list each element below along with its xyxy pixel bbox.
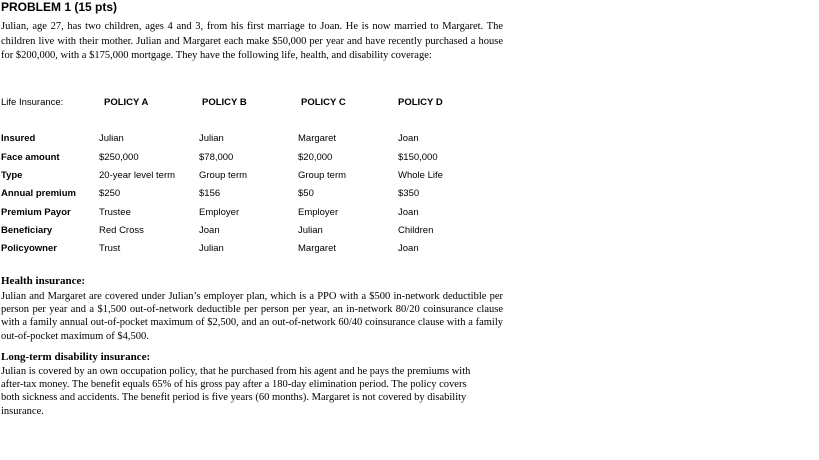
annual-premium-policy-b: $156 bbox=[199, 188, 221, 199]
disability-insurance-heading: Long-term disability insurance: bbox=[1, 351, 151, 363]
beneficiary-policy-b: Joan bbox=[199, 225, 220, 236]
insured-policy-c: Margaret bbox=[298, 133, 337, 144]
row-label-insured: Insured bbox=[1, 133, 36, 144]
policy-b-header: POLICY B bbox=[202, 97, 247, 108]
policyowner-policy-b: Julian bbox=[199, 243, 224, 254]
face-amount-policy-b: $78,000 bbox=[199, 152, 234, 163]
policyowner-policy-c: Margaret bbox=[298, 243, 337, 254]
annual-premium-policy-c: $50 bbox=[298, 188, 314, 199]
annual-premium-policy-a: $250 bbox=[99, 188, 121, 199]
policy-c-header: POLICY C bbox=[301, 97, 346, 108]
row-label-type: Type bbox=[1, 170, 23, 181]
premium-payor-policy-c: Employer bbox=[298, 207, 339, 218]
row-label-policyowner: Policyowner bbox=[1, 243, 57, 254]
type-policy-b: Group term bbox=[199, 170, 248, 181]
policyowner-policy-a: Trust bbox=[99, 243, 121, 254]
type-policy-a: 20-year level term bbox=[99, 170, 176, 181]
intro-paragraph: Julian, age 27, has two children, ages 4 and 3, from his first marriage to Joan. He is now married to Margaret. The children live with their mother. Julian and Margaret each make $50,000 per year and have recently purchased a house for $200,000, with a $175,000 mortgage. They have the following life, health, and disability coverage: bbox=[1, 21, 503, 61]
insured-policy-d: Joan bbox=[398, 133, 419, 144]
type-policy-d: Whole Life bbox=[398, 170, 443, 181]
health-insurance-paragraph: Julian and Margaret are covered under Julian’s employer plan, which is a PPO with a $500 in-network deductible per person per year and a $1,500 out-of-network deductible per person per year, an in-network 80/20 coinsurance clause with a family annual out-of-pocket maximum of $2,500, and an out-of-network 60/40 coinsurance clause with a family out-of-pocket maximum of $4,500. bbox=[1, 291, 503, 342]
beneficiary-policy-a: Red Cross bbox=[99, 225, 144, 236]
life-insurance-label: Life Insurance: bbox=[1, 97, 64, 108]
disability-insurance-paragraph: Julian is covered by an own occupation policy, that he purchased from his agent and he pays the premiums with after-tax money. The benefit equals 65% of his gross pay after a 180-day elimination period. The policy covers both sickness and accidents. The benefit period is five years (60 months). Margaret is not covered by disability insurance. bbox=[1, 366, 471, 417]
beneficiary-policy-d: Children bbox=[398, 225, 434, 236]
premium-payor-policy-d: Joan bbox=[398, 207, 419, 218]
row-label-face-amount: Face amount bbox=[1, 152, 60, 163]
beneficiary-policy-c: Julian bbox=[298, 225, 323, 236]
problem-title: PROBLEM 1 (15 pts) bbox=[1, 0, 118, 14]
row-label-annual-premium: Annual premium bbox=[1, 188, 76, 199]
premium-payor-policy-a: Trustee bbox=[99, 207, 131, 218]
type-policy-c: Group term bbox=[298, 170, 347, 181]
annual-premium-policy-d: $350 bbox=[398, 188, 420, 199]
premium-payor-policy-b: Employer bbox=[199, 207, 240, 218]
policyowner-policy-d: Joan bbox=[398, 243, 419, 254]
face-amount-policy-d: $150,000 bbox=[398, 152, 438, 163]
policy-a-header: POLICY A bbox=[104, 97, 149, 108]
row-label-beneficiary: Beneficiary bbox=[1, 225, 53, 236]
insured-policy-b: Julian bbox=[199, 133, 224, 144]
row-label-premium-payor: Premium Payor bbox=[1, 207, 71, 218]
face-amount-policy-a: $250,000 bbox=[99, 152, 139, 163]
health-insurance-heading: Health insurance: bbox=[1, 275, 86, 287]
insured-policy-a: Julian bbox=[99, 133, 124, 144]
face-amount-policy-c: $20,000 bbox=[298, 152, 333, 163]
policy-d-header: POLICY D bbox=[398, 97, 443, 108]
